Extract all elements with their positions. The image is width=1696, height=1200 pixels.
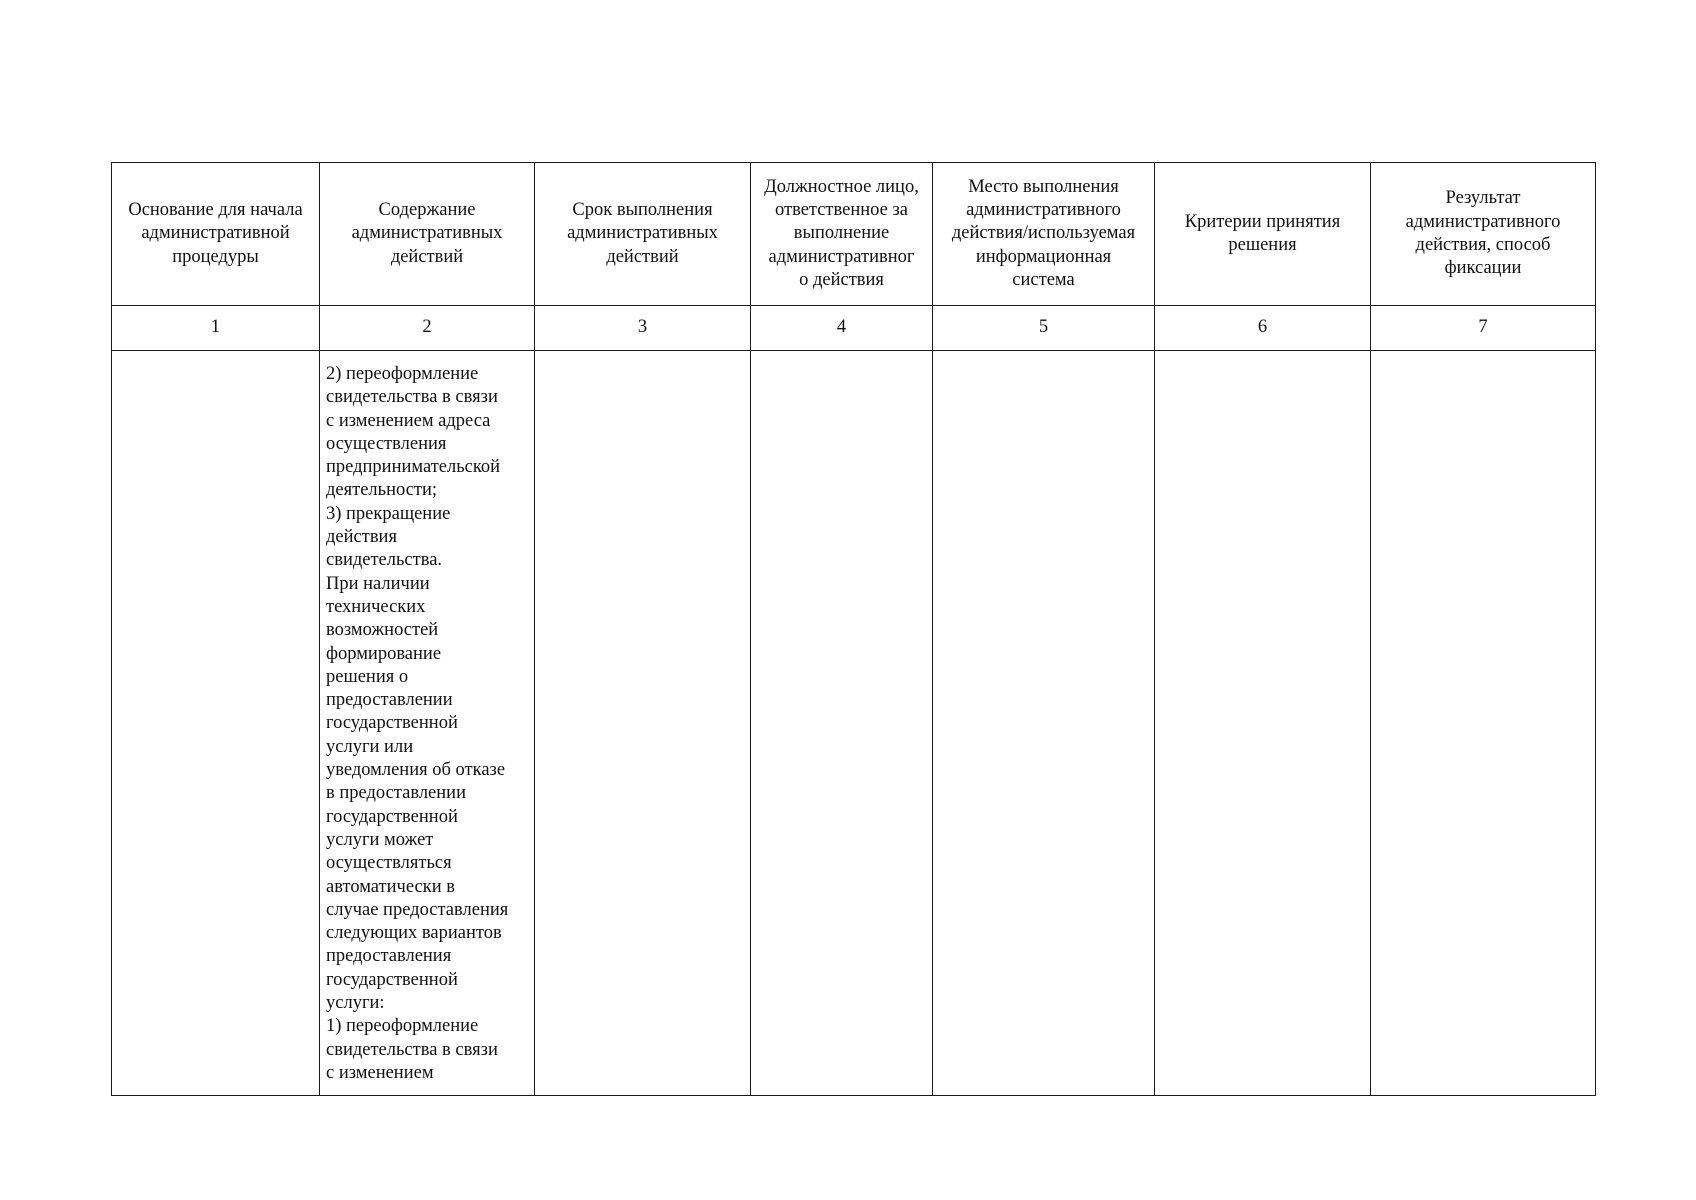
column-number-row bbox=[112, 306, 1596, 351]
header-cell-basis: Основание для начала административной процедуры bbox=[112, 163, 320, 306]
cell-content: 2) переоформление свидетельства в связи с изменением адреса осуществления предпринимательской деятельности; 3) прекращение действия свидетельства. При наличии технических возможностей формирование решения о предоставлении государственной услуги или уведомления об отказе в предоставлении государственной услуги может осуществляться автоматически в случае предоставления следующих вариантов предоставления государственной услуги: 1) переоформление свидетельства в связи с изменением bbox=[320, 351, 535, 1096]
column-number-2: 2 bbox=[320, 306, 535, 351]
column-number-6: 6 bbox=[1155, 306, 1371, 351]
header-cell-responsible-official: Должностное лицо, ответственное за выполнение административног о действия bbox=[751, 163, 933, 306]
column-number-5: 5 bbox=[933, 306, 1155, 351]
column-number-3: 3 bbox=[535, 306, 751, 351]
cell-responsible-official bbox=[751, 351, 933, 1096]
administrative-procedure-table bbox=[111, 162, 1596, 1096]
column-number-1: 1 bbox=[112, 306, 320, 351]
cell-basis bbox=[112, 351, 320, 1096]
header-cell-content: Содержание административных действий bbox=[320, 163, 535, 306]
column-number-7: 7 bbox=[1371, 306, 1596, 351]
header-cell-place-system: Место выполнения административного действия/используемая информационная система bbox=[933, 163, 1155, 306]
header-cell-result: Результат административного действия, способ фиксации bbox=[1371, 163, 1596, 306]
cell-decision-criteria bbox=[1155, 351, 1371, 1096]
cell-deadline bbox=[535, 351, 751, 1096]
column-number-4: 4 bbox=[751, 306, 933, 351]
header-cell-decision-criteria: Критерии принятия решения bbox=[1155, 163, 1371, 306]
table-header-row bbox=[112, 163, 1596, 306]
cell-place-system bbox=[933, 351, 1155, 1096]
cell-result bbox=[1371, 351, 1596, 1096]
table-row bbox=[112, 351, 1596, 1096]
header-cell-deadline: Срок выполнения административных действий bbox=[535, 163, 751, 306]
